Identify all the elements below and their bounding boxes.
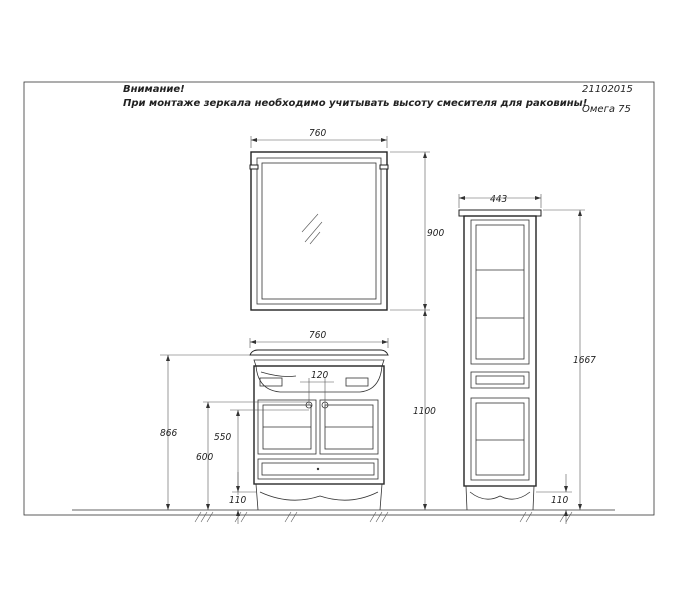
mirror	[250, 152, 388, 310]
drawing-frame	[24, 82, 654, 515]
dim-inlet-600-label: 600	[196, 452, 214, 463]
dim-floor-offset-left-label: 110	[229, 495, 247, 506]
dim-floor-offset-right-label: 110	[551, 495, 569, 506]
dim-inlet-550	[230, 410, 309, 495]
dim-tap-spacing-label: 120	[311, 370, 329, 381]
dim-column-width-label: 443	[490, 194, 508, 205]
floor-hatching	[195, 512, 572, 522]
drawing-code: 21102015	[582, 84, 633, 95]
dim-mirror-height	[390, 152, 430, 310]
dim-mount-height-label: 1100	[413, 406, 436, 417]
dim-inlet-550-label: 550	[214, 432, 232, 443]
tall-column	[459, 210, 541, 510]
series-name: Омега 75	[582, 104, 631, 115]
dim-mirror-height-label: 900	[427, 228, 445, 239]
dim-vanity-height-label: 866	[160, 428, 178, 439]
dim-tap-spacing	[300, 378, 334, 405]
warning-title: Внимание!	[123, 84, 185, 95]
dim-vanity-width-label: 760	[309, 330, 327, 341]
dim-column-height-label: 1667	[573, 355, 596, 366]
warning-text: При монтаже зеркала необходимо учитывать высоту смесителя для раковины!	[123, 98, 588, 109]
dim-mirror-width-label: 760	[309, 128, 327, 139]
mirror-glare	[302, 214, 322, 244]
dim-inlet-600	[203, 402, 309, 510]
